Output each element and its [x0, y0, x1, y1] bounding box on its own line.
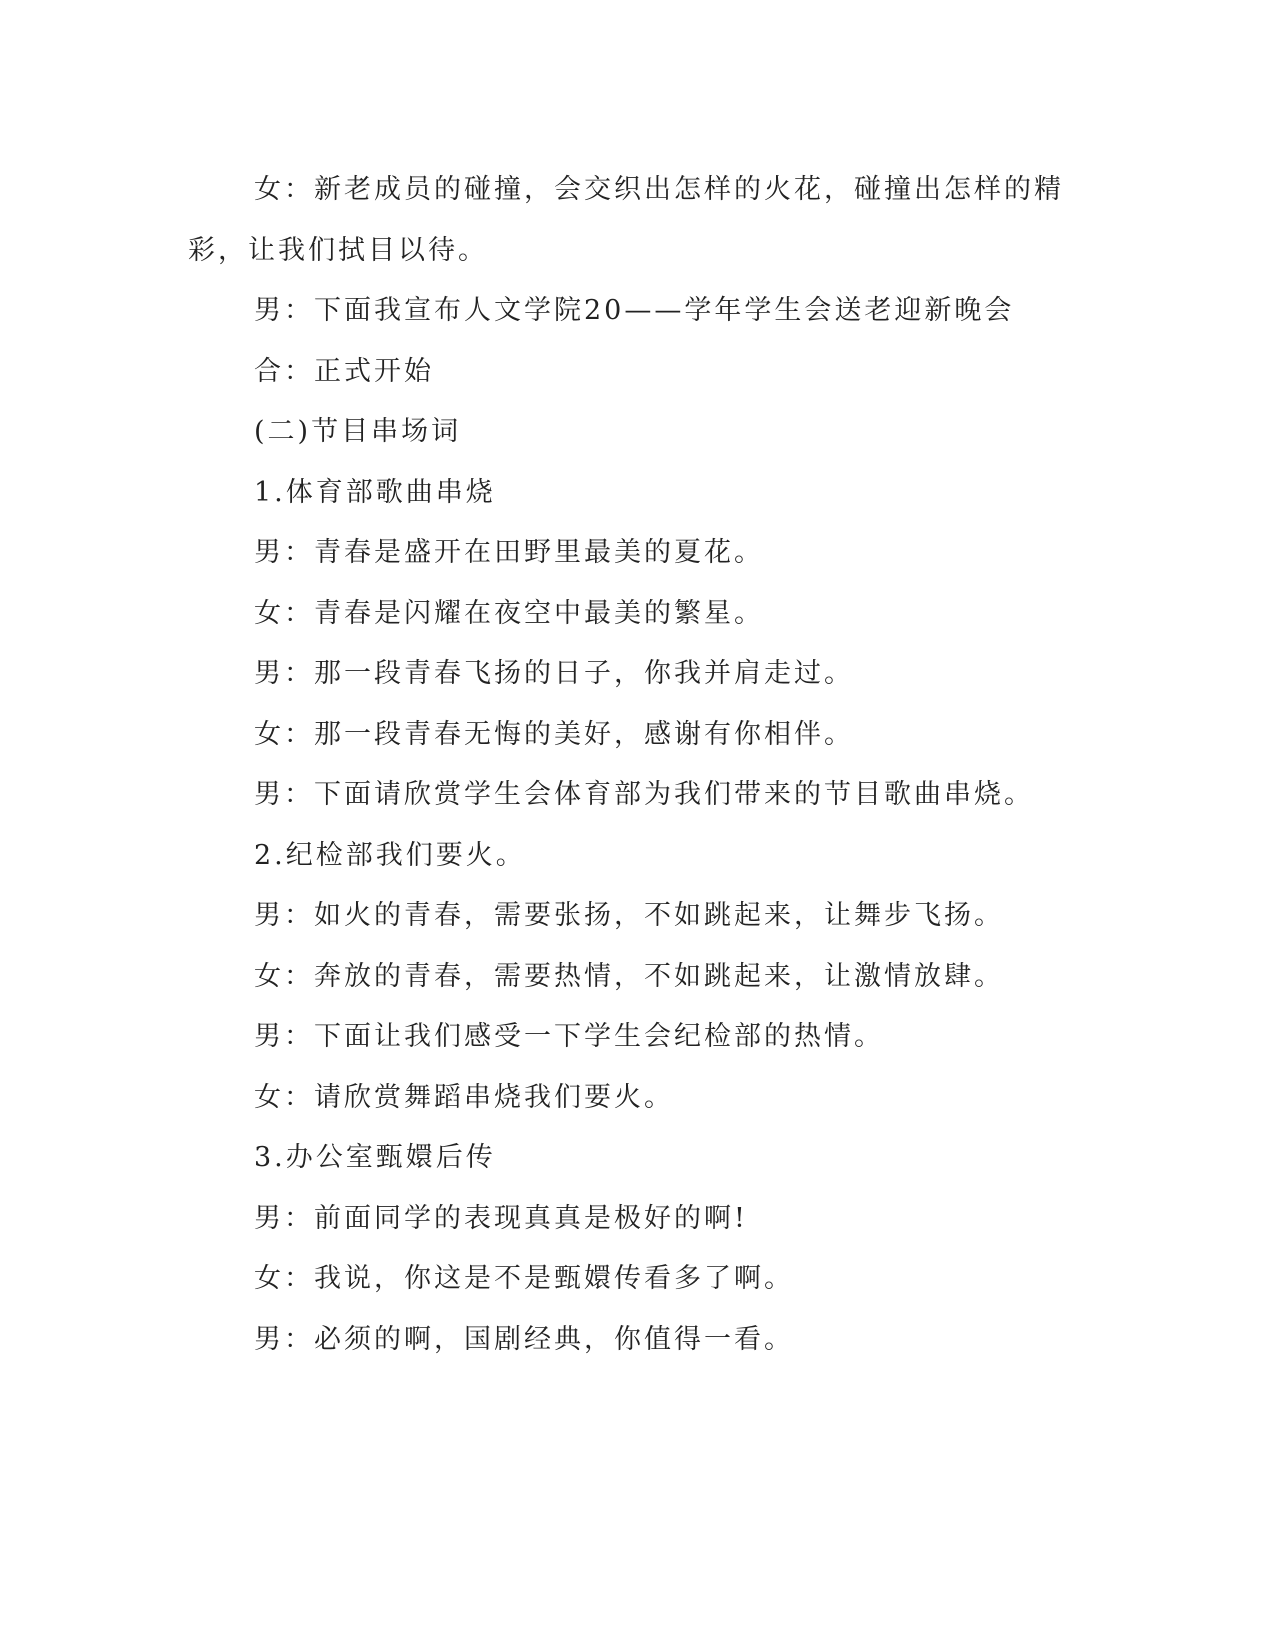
paragraph: 女：奔放的青春，需要热情，不如跳起来，让激情放肆。: [254, 960, 1004, 992]
paragraph: 男：青春是盛开在田野里最美的夏花。: [254, 537, 764, 568]
paragraph: 男：前面同学的表现真真是极好的啊!: [254, 1202, 748, 1234]
paragraph: 男：如火的青春，需要张扬，不如跳起来，让舞步飞扬。: [254, 900, 1004, 931]
item-heading: 2.纪检部我们要火。: [254, 839, 526, 871]
paragraph: 女：新老成员的碰撞，会交织出怎样的火花，碰撞出怎样的精彩，让我们拭目以待。: [188, 174, 1064, 266]
document-body: [188, 160, 1068, 1370]
paragraph: 女：请欣赏舞蹈串烧我们要火。: [254, 1081, 674, 1113]
paragraph: 女：我说，你这是不是甄嬛传看多了啊。: [254, 1263, 794, 1294]
paragraph: 男：下面请欣赏学生会体育部为我们带来的节目歌曲串烧。: [254, 779, 1034, 810]
paragraph: 男：下面我宣布人文学院20——学年学生会送老迎新晚会: [254, 295, 1015, 326]
section-heading: (二)节目串场词: [254, 416, 462, 447]
paragraph: 男：那一段青春飞扬的日子，你我并肩走过。: [254, 658, 854, 689]
item-heading: 1.体育部歌曲串烧: [254, 476, 496, 508]
item-heading: 3.办公室甄嬛后传: [254, 1142, 496, 1173]
paragraph: 女：青春是闪耀在夜空中最美的繁星。: [254, 597, 764, 629]
paragraph: 男：必须的啊，国剧经典，你值得一看。: [254, 1323, 794, 1355]
paragraph: 女：那一段青春无悔的美好，感谢有你相伴。: [254, 718, 854, 750]
paragraph: 男：下面让我们感受一下学生会纪检部的热情。: [254, 1021, 884, 1052]
paragraph: 合：正式开始: [254, 355, 434, 387]
